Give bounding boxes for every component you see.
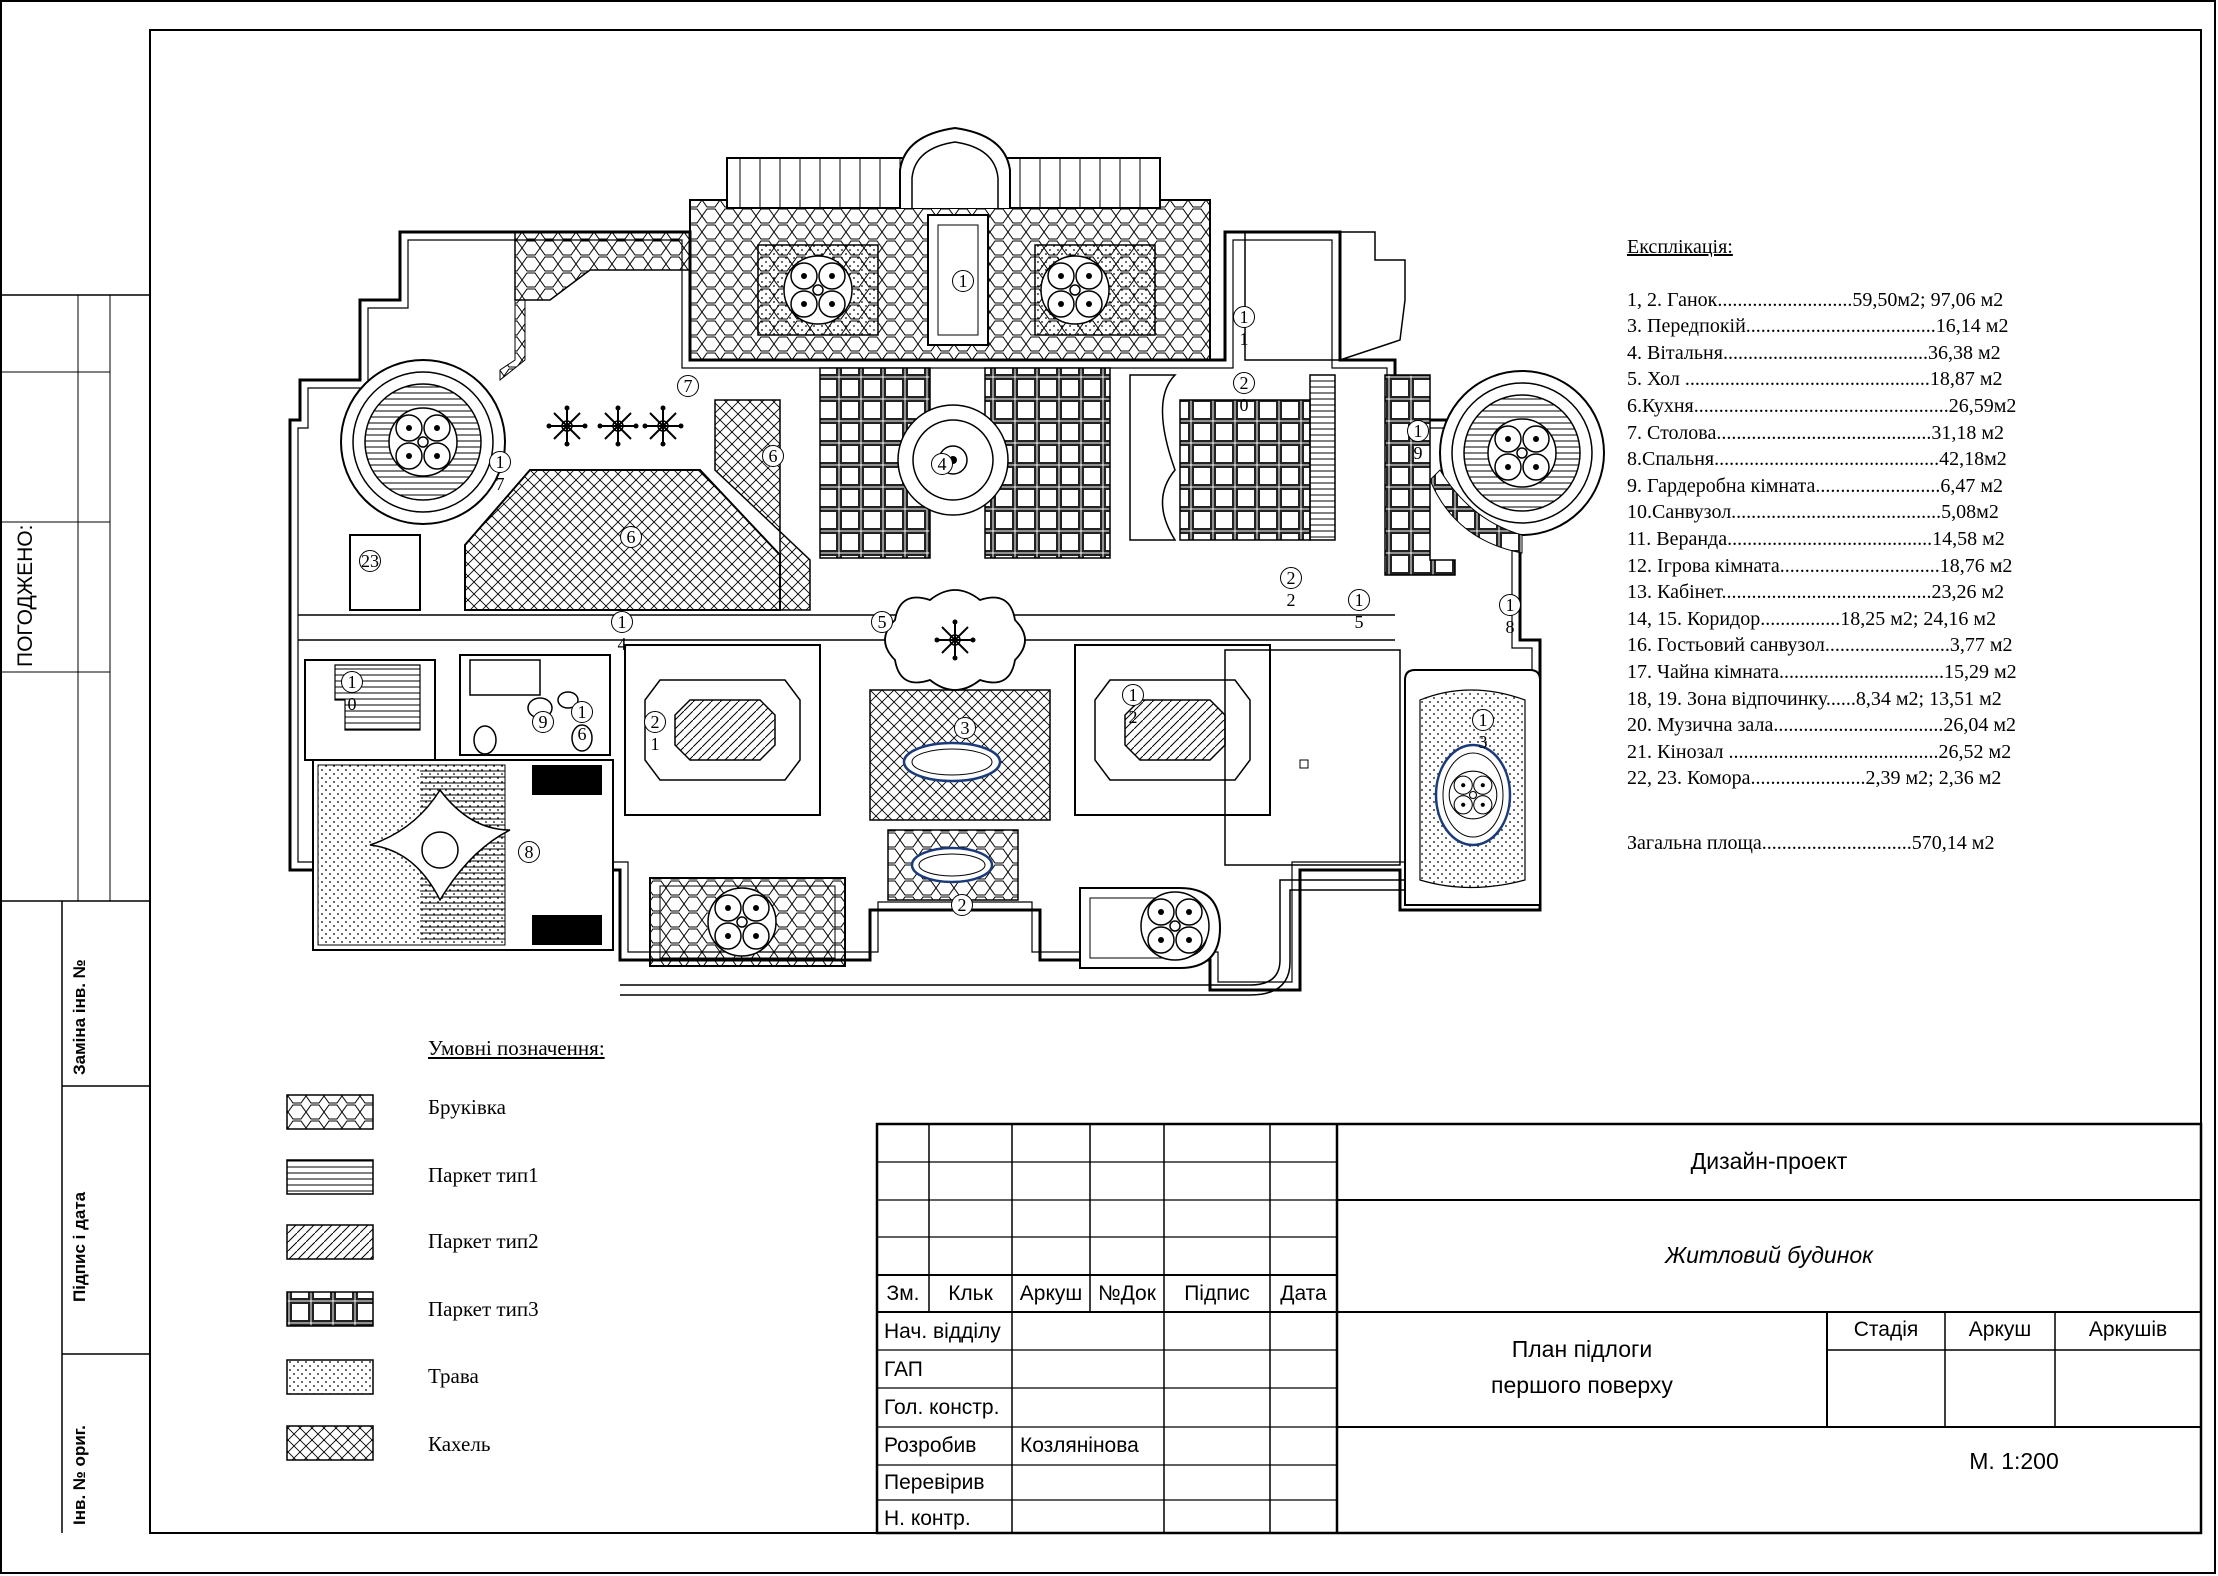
room-tag-number: 6	[620, 526, 642, 548]
room-tag	[359, 550, 381, 572]
room-tag	[644, 711, 666, 755]
room-tag-subnumber: 2	[1286, 590, 1296, 610]
room-tag-number: 2	[1233, 372, 1255, 394]
room-tag-number: 6	[762, 445, 784, 467]
role-label: Розробив	[884, 1434, 977, 1457]
room-tag	[489, 451, 511, 495]
room-tag	[1472, 709, 1494, 753]
side-label-sign-date: Підпис і дата	[70, 1191, 89, 1302]
explication-item: 20. Музична зала..................................26,04 м2	[1627, 714, 2016, 737]
legend-swatch-tile	[287, 1426, 373, 1460]
room-tag	[1348, 589, 1370, 633]
room-tag-number: 9	[532, 711, 554, 733]
room-tag	[871, 611, 893, 633]
explication-item: 22, 23. Комора.......................2,39 м2; 2,36 м2	[1627, 767, 2002, 790]
explication	[1627, 234, 2057, 856]
left-gazebo	[341, 360, 505, 524]
room-tag	[532, 711, 554, 733]
developer-name: Козлянінова	[1020, 1434, 1139, 1457]
porch-top	[690, 128, 1210, 360]
hall-medallion	[885, 590, 1025, 690]
col-header-count: Кльк	[948, 1282, 993, 1305]
room-tag-number: 1	[1472, 709, 1494, 731]
room-tag-number: 7	[677, 375, 699, 397]
explication-item: 8.Спальня.............................................42,18м2	[1627, 448, 2007, 471]
col-header-signature: Підпис	[1184, 1282, 1250, 1305]
room-tag-subnumber: 7	[495, 474, 505, 494]
room-tag-number: 1	[1122, 684, 1144, 706]
sheet-header: Аркуш	[1968, 1318, 2032, 1341]
room-tag-subnumber: 4	[617, 634, 627, 654]
col-header-doc: №Док	[1098, 1282, 1156, 1305]
room-tag-subnumber: 9	[1413, 443, 1423, 463]
legend-label: Кахель	[428, 1432, 491, 1456]
room-tag	[341, 671, 363, 715]
explication-item: 12. Ігрова кімната................................18,76 м2	[1627, 554, 2013, 577]
side-label-approved: ПОГОДЖЕНО:	[14, 524, 37, 667]
explication-title: Експлікація:	[1627, 236, 1733, 258]
side-label-change-inv: Заміна інв. №	[70, 959, 89, 1075]
role-label: Нач. відділу	[884, 1320, 1001, 1343]
explication-total: Загальна площа..............................570,14 м2	[1627, 831, 1995, 854]
legend-label: Трава	[428, 1364, 479, 1388]
explication-item: 17. Чайна кімната.................................15,29 м2	[1627, 660, 2017, 683]
room-tag-subnumber: 3	[1478, 732, 1488, 752]
role-label: Н. контр.	[884, 1507, 971, 1530]
explication-item: 4. Вітальня.........................................36,38 м2	[1627, 341, 2001, 364]
legend-swatch-parquet3	[287, 1292, 373, 1326]
room-tag	[1280, 567, 1302, 611]
room-tag-number: 8	[518, 841, 540, 863]
room-tag-subnumber: 1	[1239, 329, 1249, 349]
room-tag-number: 1	[611, 611, 633, 633]
col-header-sheet: Аркуш	[1019, 1282, 1083, 1305]
room-tag-number: 4	[931, 453, 953, 475]
room-tag	[571, 701, 593, 745]
role-label: Гол. констр.	[884, 1396, 1000, 1419]
room-tag-number: 2	[644, 711, 666, 733]
explication-item: 3. Передпокій......................................16,14 м2	[1627, 315, 2009, 338]
legend-label: Паркет тип3	[428, 1297, 539, 1321]
room-tag	[1233, 372, 1255, 416]
legend-label: Паркет тип2	[428, 1229, 539, 1253]
scale: М. 1:200	[1969, 1448, 2059, 1474]
room-tag	[620, 526, 642, 548]
room-tag	[611, 611, 633, 655]
explication-item: 6.Кухня...................................................26,59м2	[1627, 394, 2017, 417]
room-tag-subnumber: 1	[650, 734, 660, 754]
role-label: Перевірив	[884, 1471, 985, 1494]
room-tag	[762, 445, 784, 467]
col-header-date: Дата	[1280, 1282, 1327, 1305]
legend-label: Паркет тип1	[428, 1163, 539, 1187]
room-tag-number: 2	[951, 894, 973, 916]
room-tag-number: 23	[361, 551, 379, 571]
explication-item: 11. Веранда.........................................14,58 м2	[1627, 527, 2005, 550]
project-type: Дизайн-проект	[1690, 1148, 1848, 1174]
room-tag	[1499, 594, 1521, 638]
room-tag	[518, 841, 540, 863]
room-tag	[951, 894, 973, 916]
object-name: Житловий будинок	[1664, 1242, 1874, 1268]
room-tag	[931, 453, 953, 475]
room-tag	[952, 270, 974, 292]
room-tag-number: 1	[1407, 420, 1429, 442]
side-label-inv-orig: Інв. № ориг.	[70, 1425, 89, 1525]
explication-item: 14, 15. Коридор................18,25 м2; 24,16 м2	[1627, 607, 1997, 630]
room-tag	[1407, 420, 1429, 464]
room-tag	[954, 717, 976, 739]
room-tag-subnumber: 0	[1239, 395, 1249, 415]
room-tag-subnumber: 6	[577, 724, 587, 744]
explication-item: 7. Столова...........................................31,18 м2	[1627, 421, 2004, 444]
explication-item: 1, 2. Ганок...........................59,50м2; 97,06 м2	[1627, 288, 2004, 311]
room-tag-number: 1	[952, 270, 974, 292]
legend-swatch-cobble	[287, 1095, 373, 1129]
explication-item: 10.Санвузол..........................................5,08м2	[1627, 501, 1999, 524]
room-tag-subnumber: 0	[347, 694, 357, 714]
room-tag	[1122, 684, 1144, 728]
explication-item: 18, 19. Зона відпочинку......8,34 м2; 13,51 м2	[1627, 687, 2002, 710]
legend-swatch-parquet2	[287, 1225, 373, 1259]
sheets-header: Аркушів	[2088, 1318, 2168, 1341]
room-tag-number: 1	[341, 671, 363, 693]
col-header-change: Зм.	[886, 1282, 920, 1305]
room-tag-number: 1	[571, 701, 593, 723]
sheet-title-line2: першого поверху	[1491, 1372, 1673, 1398]
room-tag-number: 1	[1499, 594, 1521, 616]
sheet-title-line1: План підлоги	[1511, 1336, 1653, 1362]
role-label: ГАП	[884, 1358, 923, 1381]
stage-header: Стадія	[1853, 1318, 1919, 1341]
explication-item: 16. Гостьовий санвузол.........................3,77 м2	[1627, 634, 2013, 657]
room-tag-number: 1	[489, 451, 511, 473]
explication-list	[1627, 287, 2057, 792]
room-tag-subnumber: 5	[1354, 612, 1364, 632]
explication-item: 5. Хол .................................................18,87 м2	[1627, 368, 2003, 391]
explication-item: 13. Кабінет..........................................23,26 м2	[1627, 581, 2005, 604]
room-tag-number: 1	[1348, 589, 1370, 611]
explication-item: 21. Кінозал ..........................................26,52 м2	[1627, 740, 2012, 763]
room-tag-number: 2	[1280, 567, 1302, 589]
room-tag-number: 1	[1233, 306, 1255, 328]
room-tag-number: 3	[954, 717, 976, 739]
room-tag-number: 5	[871, 611, 893, 633]
legend-title: Умовні позначення:	[428, 1036, 605, 1060]
legend-label: Бруківка	[428, 1095, 506, 1119]
legend-swatches	[287, 1095, 373, 1460]
living-room-ornament	[898, 405, 1008, 515]
room-tag	[1233, 306, 1255, 350]
legend-swatch-parquet1	[287, 1160, 373, 1194]
room-tag	[677, 375, 699, 397]
floor-plan	[290, 128, 1604, 995]
legend-swatch-grass	[287, 1360, 373, 1394]
explication-item: 9. Гардеробна кімната.........................6,47 м2	[1627, 474, 2003, 497]
room-tag-subnumber: 2	[1128, 707, 1138, 727]
room-tag-subnumber: 8	[1505, 617, 1515, 637]
